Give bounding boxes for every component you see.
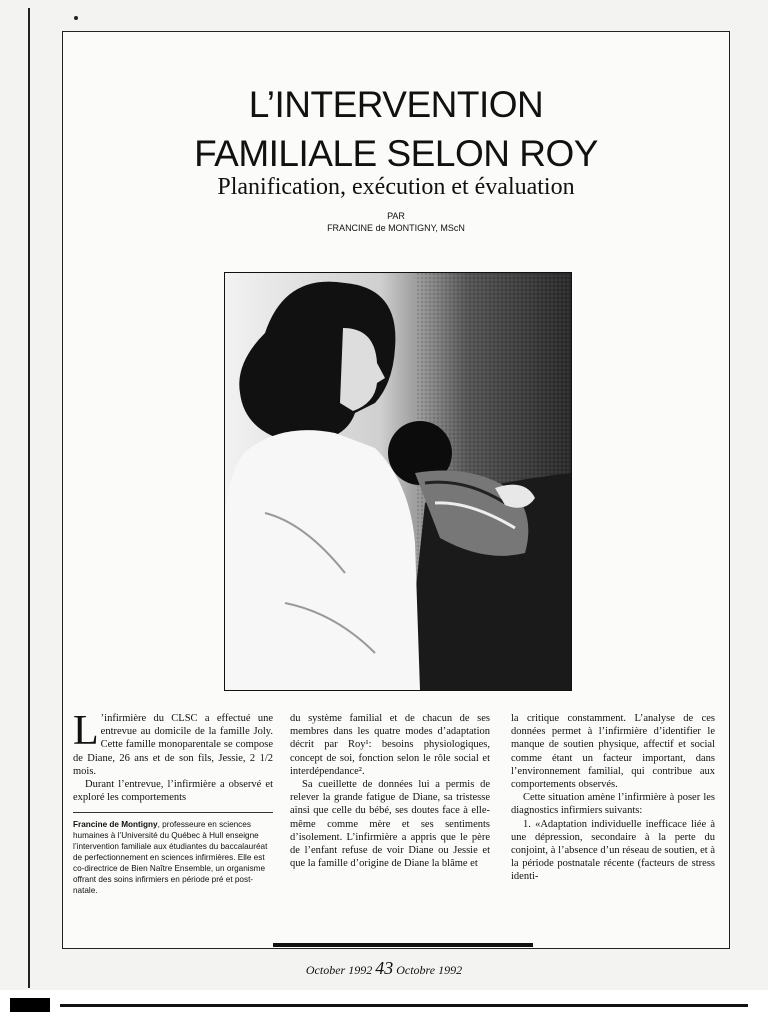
intro-paragraph	[73, 708, 273, 778]
mother-holding-baby-photo	[224, 272, 572, 691]
byline	[63, 210, 729, 234]
col2-paragraph-2: Sa cueillette de données lui a permis de relever la grande fatigue de Diane, sa tristesse ainsi que celle du bébé, ses doutes face à elle-même comme mère et ses sentiments d’isolement. L’infirmière a appris que le père de l’enfant refuse de voir Diane ou Jessie et que la famille d’origine de Diane la blâme et	[290, 779, 490, 870]
article-title	[63, 80, 729, 178]
scan-margin-line	[28, 8, 30, 988]
col3-paragraph-1: la critique constamment. L’analyse de ces données permet à l’infirmière d’identifier le manque de soutien physique, affectif et social comme étant un facteur important, dans l’environnement familial, qui contribue aux comportements observés.	[511, 713, 715, 791]
drop-cap: L	[73, 708, 99, 754]
column-1	[73, 708, 273, 896]
article-subtitle: Planification, exécution et évaluation	[217, 174, 575, 200]
by-label: PAR	[387, 211, 405, 221]
column-3	[511, 712, 715, 884]
next-page-edge	[0, 990, 768, 1024]
footer-date-fr: Octobre 1992	[396, 963, 463, 977]
footer-date-en: October 1992	[305, 963, 373, 977]
title-line-1: L’INTERVENTION	[248, 84, 544, 125]
column-2	[290, 712, 490, 870]
footer-rule	[273, 943, 533, 947]
bio-text: , professeure en sciences humaines à l’Université du Québec à Hull enseigne l’intervention familiale aux étudiantes du baccalauréat de perfectionnement en sciences infirmières. Elle est co-directrice de Bien Naître Ensemble, un organisme offrant des soins infirmiers en période pré et post-natale.	[73, 820, 268, 896]
title-line-2: FAMILIALE SELON ROY	[194, 133, 598, 174]
bio-author-name: Francine de Montigny	[73, 820, 158, 830]
col3-paragraph-3: 1. «Adaptation individuelle inefficace liée à une dépression, secondaire à la perte du conjoint, à l’absence d’un réseau de soutien, et à la période postnatale récente (facteurs de stress identi-	[511, 818, 715, 883]
photo-illustration	[225, 273, 571, 690]
article-page	[62, 31, 730, 949]
col3-paragraph-2: Cette situation amène l’infirmière à poser les diagnostics infirmiers suivants:	[511, 792, 715, 817]
scan-edge-line	[60, 1004, 748, 1007]
scan-edge-mark	[10, 998, 50, 1012]
author-name: FRANCINE de MONTIGNY, MScN	[327, 223, 465, 233]
col2-paragraph-1: du système familial et de chacun de ses membres dans les quatre modes d’adaptation décrit par Roy¹: besoins physiologiques, concept de soi, fonction selon le rôle social et interdépendance².	[290, 713, 490, 777]
author-bio	[73, 812, 273, 896]
page-number: 43	[375, 958, 394, 978]
scan-speck	[74, 16, 78, 20]
col1-paragraph-2: Durant l’entrevue, l’infirmière a observé et exploré les comportements	[73, 779, 273, 804]
page-footer	[0, 958, 768, 979]
intro-text: ’infirmière du CLSC a effectué une entrevue au domicile de la famille Joly. Cette famille monoparentale se compose de Diane, 26 ans et de son fils, Jessie, 2 1/2 mois.	[73, 713, 273, 777]
